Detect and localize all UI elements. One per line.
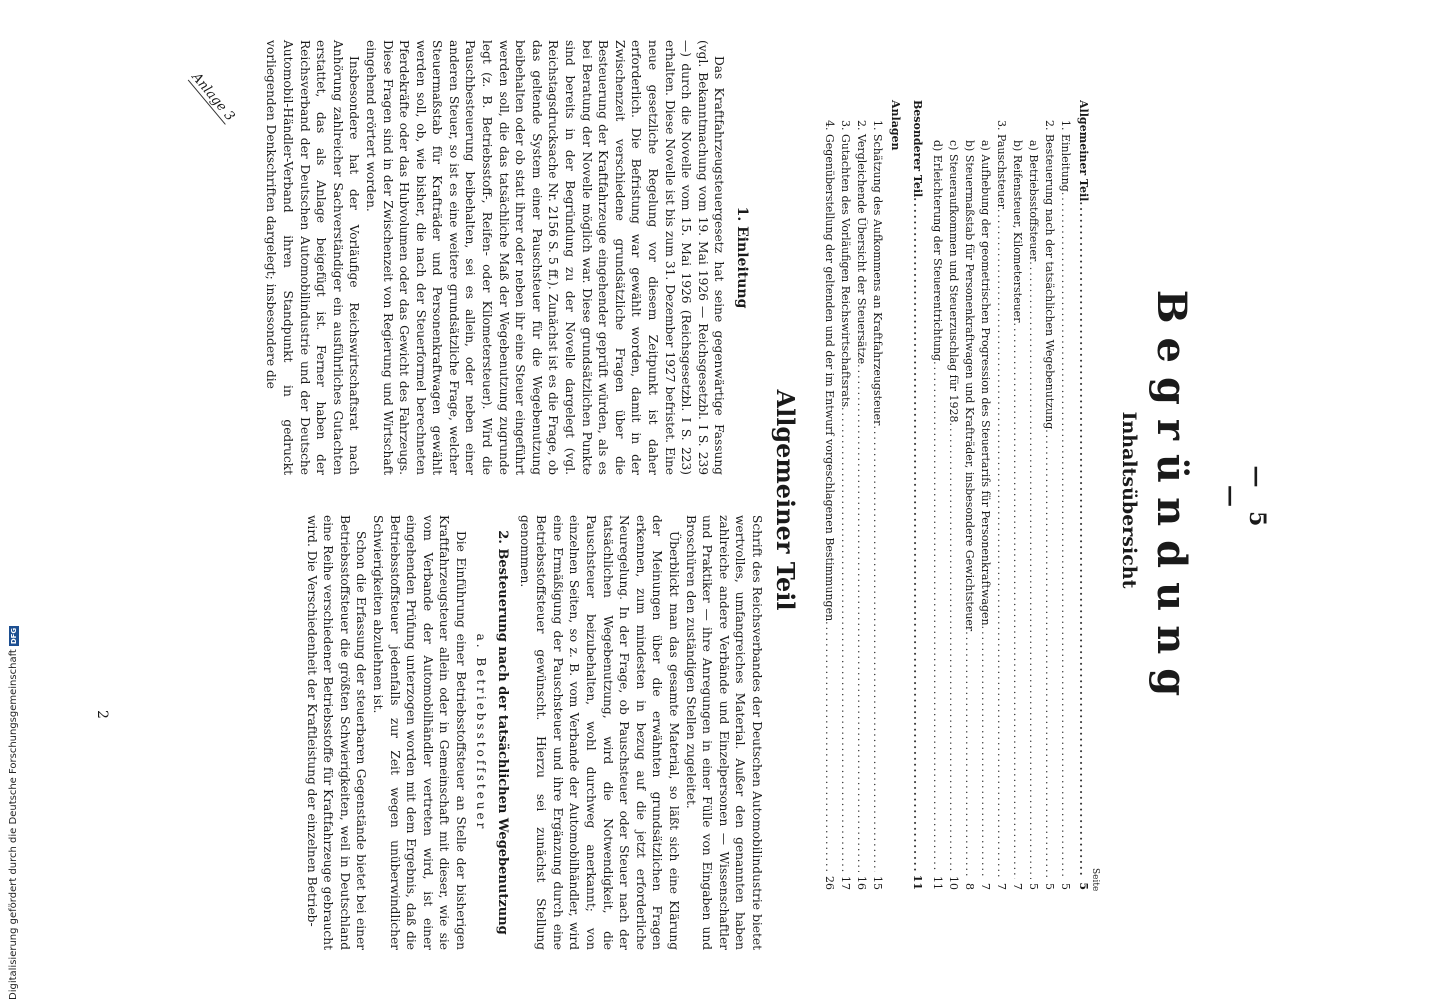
paragraph: Schrift des Reichsverbandes der Deutschen Automobilindustrie bietet wertvolles, umfangreiches Material. Außer den genannten haben zahlreiche andere Verbände und Einzelpersonen — Wissenschaftler und Praktiker — ihre Anregungen in einer Fülle von Eingaben und Broschüren den zuständigen Stellen zugeleitet.: [683, 515, 764, 950]
toc-anlagen-label: Anlagen: [889, 100, 902, 151]
toc-entry: b) Reifensteuer, Kilometersteuer ..... 7: [1011, 140, 1024, 890]
footer-number: 2: [94, 710, 110, 719]
toc-entry-allgemeiner: Allgemeiner Teil ..... 5: [1077, 100, 1090, 890]
rotated-page-content: [0, 10, 1290, 990]
page-number: — 5 —: [1218, 465, 1270, 535]
paragraph: Die Einführung einer Betriebsstoffsteuer an Stelle der bisherigen Kraftfahrzeugsteuer allein oder in Gemeinschaft mit dieser, wie sie vom Verbande der Automobilhändler vertreten wird, ist einer eingehenden Prüfung unterzogen worden mit dem Ergebnis, daß die Betriebsstoffsteuer jedenfalls zur Zeit wegen unüberwindlicher Schwierigkeiten abzulehnen ist.: [370, 515, 468, 950]
text-column-left: [263, 40, 750, 475]
toc-anlage-entry: 1. Schätzung des Aufkommens an Kraftfahrzeugsteuer ..... 15: [871, 120, 884, 890]
text-column-right: [303, 515, 765, 950]
toc-entry: a) Betriebsstoffsteuer ..... 5: [1027, 140, 1040, 890]
document-title: Begründung: [1148, 289, 1195, 711]
section-heading: Allgemeiner Teil: [771, 389, 800, 611]
toc-seite-label: Seite: [1090, 868, 1100, 892]
toc-subtitle: Inhaltsübersicht: [1118, 411, 1140, 589]
toc-entry: 3. Pauschsteuer ..... 7: [995, 120, 1008, 890]
toc-entry: 1. Einleitung ..... 5: [1059, 120, 1072, 890]
paragraph: Schon die Erfassung der steuerbaren Gegenstände bietet bei einer Betriebsstoffsteuer die größten Schwierigkeiten, weil in Deutschland eine Reihe verschiedener Betriebsstoffe für Kraftfahrzeuge gebraucht wird. Die Verschiedenheit der Kraftleistung der einzelnen Betrieb-: [304, 515, 369, 950]
paragraph: Überblickt man das gesamte Material, so läßt sich eine Klärung der Meinungen über die erwähnten grundsätzlichen Fragen erkennen, zum mindesten in bezug auf die jetzt erforderliche Neuregelung. In der Frage, ob Pauschsteuer oder Steuer nach der tatsächlichen Wegebenutzung, wird die Notwendigkeit, die Pauschsteuer beizubehalten, wohl durchweg anerkannt; von einzelnen Seiten, so z. B. vom Verbande der Automobilhändler, wird eine Ermäßigung der Pauschsteuer und ihre Ergänzung durch eine Betriebsstoffsteuer gewünscht. Hierzu sei zunächst Stellung genommen.: [517, 515, 682, 950]
subheading-betriebsstoffsteuer: a. Betriebsstoffsteuer: [474, 633, 489, 832]
toc-entry: c) Steueraufkommen und Steuerzuschlag für 1928 ..... 10: [947, 140, 960, 890]
toc-entry: a) Aufhebung der geometrischen Progression des Steuertarifs für Personenkraftwagen ..... 7: [979, 140, 992, 890]
paragraph: Das Kraftfahrzeugsteuergesetz hat seine gegenwärtige Fassung (vgl. Bekanntmachung vom 19. Mai 1926 — Reichsgesetzbl. I S. 239 —) durch die Novelle vom 15. Mai 1926 (Reichsgesetzbl. I S. 223) erhalten. Diese Novelle ist bis zum 31. Dezember 1927 befristet. Eine neue gesetzliche Regelung vor diesem Zeitpunkt ist daher erforderlich. Die Befristung war gewählt worden, damit in der Zwischenzeit verschiedene grundsätzliche Fragen über die Besteuerung der Kraftfahrzeuge eingehender geprüft würden, als es bei Beratung der Novelle möglich war. Diese grundsätzlichen Punkte sind bereits in der Begründung zu der Novelle dargelegt (vgl. Reichstagsdrucksache Nr. 2156 S. 5 ff.). Zunächst ist es die Frage, ob das geltende System einer Pauschsteuer für die Wegebenutzung beibehalten oder ob statt ihrer oder neben ihr eine Steuer eingeführt werden soll, die das tatsächliche Maß der Wegebenutzung zugrunde legt (z. B. Betriebsstoff-, Reifen- oder Kilometersteuer). Wird die Pauschbesteuerung beibehalten, sei es allein, oder neben einer anderen Steuer, so ist es eine weitere grundsätzliche Frage, welcher Steuermaßstab für Krafträder und Personenkraftwagen gewählt werden soll, ob, wie bisher, die nach der Steuerformel berechneten Pferdekräfte oder das Hubvolumen oder das Gewicht des Fahrzeugs. Diese Fragen sind in der Zwischenzeit von Regierung und Wirtschaft eingehend erörtert worden.: [363, 40, 727, 475]
toc-entry: b) Steuermaßstab für Personenkraftwagen und Krafträder, insbesondere Gewichtsteuer ..... 8: [963, 140, 976, 890]
toc-anlage-entry: 2. Vergleichende Übersicht der Steuersätze ..... 16: [855, 120, 868, 890]
toc-entry: d) Erleichterung der Steuerentrichtung ..... 11: [931, 140, 944, 890]
toc-anlage-entry: 4. Gegenüberstellung der geltenden und der im Entwurf vorgeschlagenen Bestimmungen ..... 26: [823, 120, 836, 890]
toc-entry: 2. Besteuerung nach der tatsächlichen Wegebenutzung ..... 5: [1043, 120, 1056, 890]
anlage-stamp: [180, 70, 250, 125]
toc-entry-besonderer: Besonderer Teil ..... 11: [911, 100, 924, 890]
digitization-note: Digitalisierung gefördert durch die Deutsche ForschungsgemeinschaftDFG: [8, 627, 19, 1000]
dfg-logo: DFG: [10, 627, 18, 645]
heading-einleitung: 1. Einleitung: [734, 206, 750, 309]
paragraph: Insbesondere hat der Vorläufige Reichswirtschaftsrat nach Anhörung zahlreicher Sachverständiger ein ausführliches Gutachten erstattet, das als Anlage beigefügt ist. Ferner haben der Reichsverband der Deutschen Automobilindustrie und der Deutsche Automobil-Händler-Verband ihren Standpunkt in gedruckt vorliegenden Denkschriften dargelegt; insbesondere die: [264, 40, 362, 475]
anlage-label: Anlage 3: [188, 70, 238, 125]
toc-anlage-entry: 3. Gutachten des Vorläufigen Reichswirtschaftsrats ..... 17: [839, 120, 852, 890]
heading-besteuerung: 2. Besteuerung nach der tatsächlichen Wegebenutzung: [495, 530, 511, 935]
